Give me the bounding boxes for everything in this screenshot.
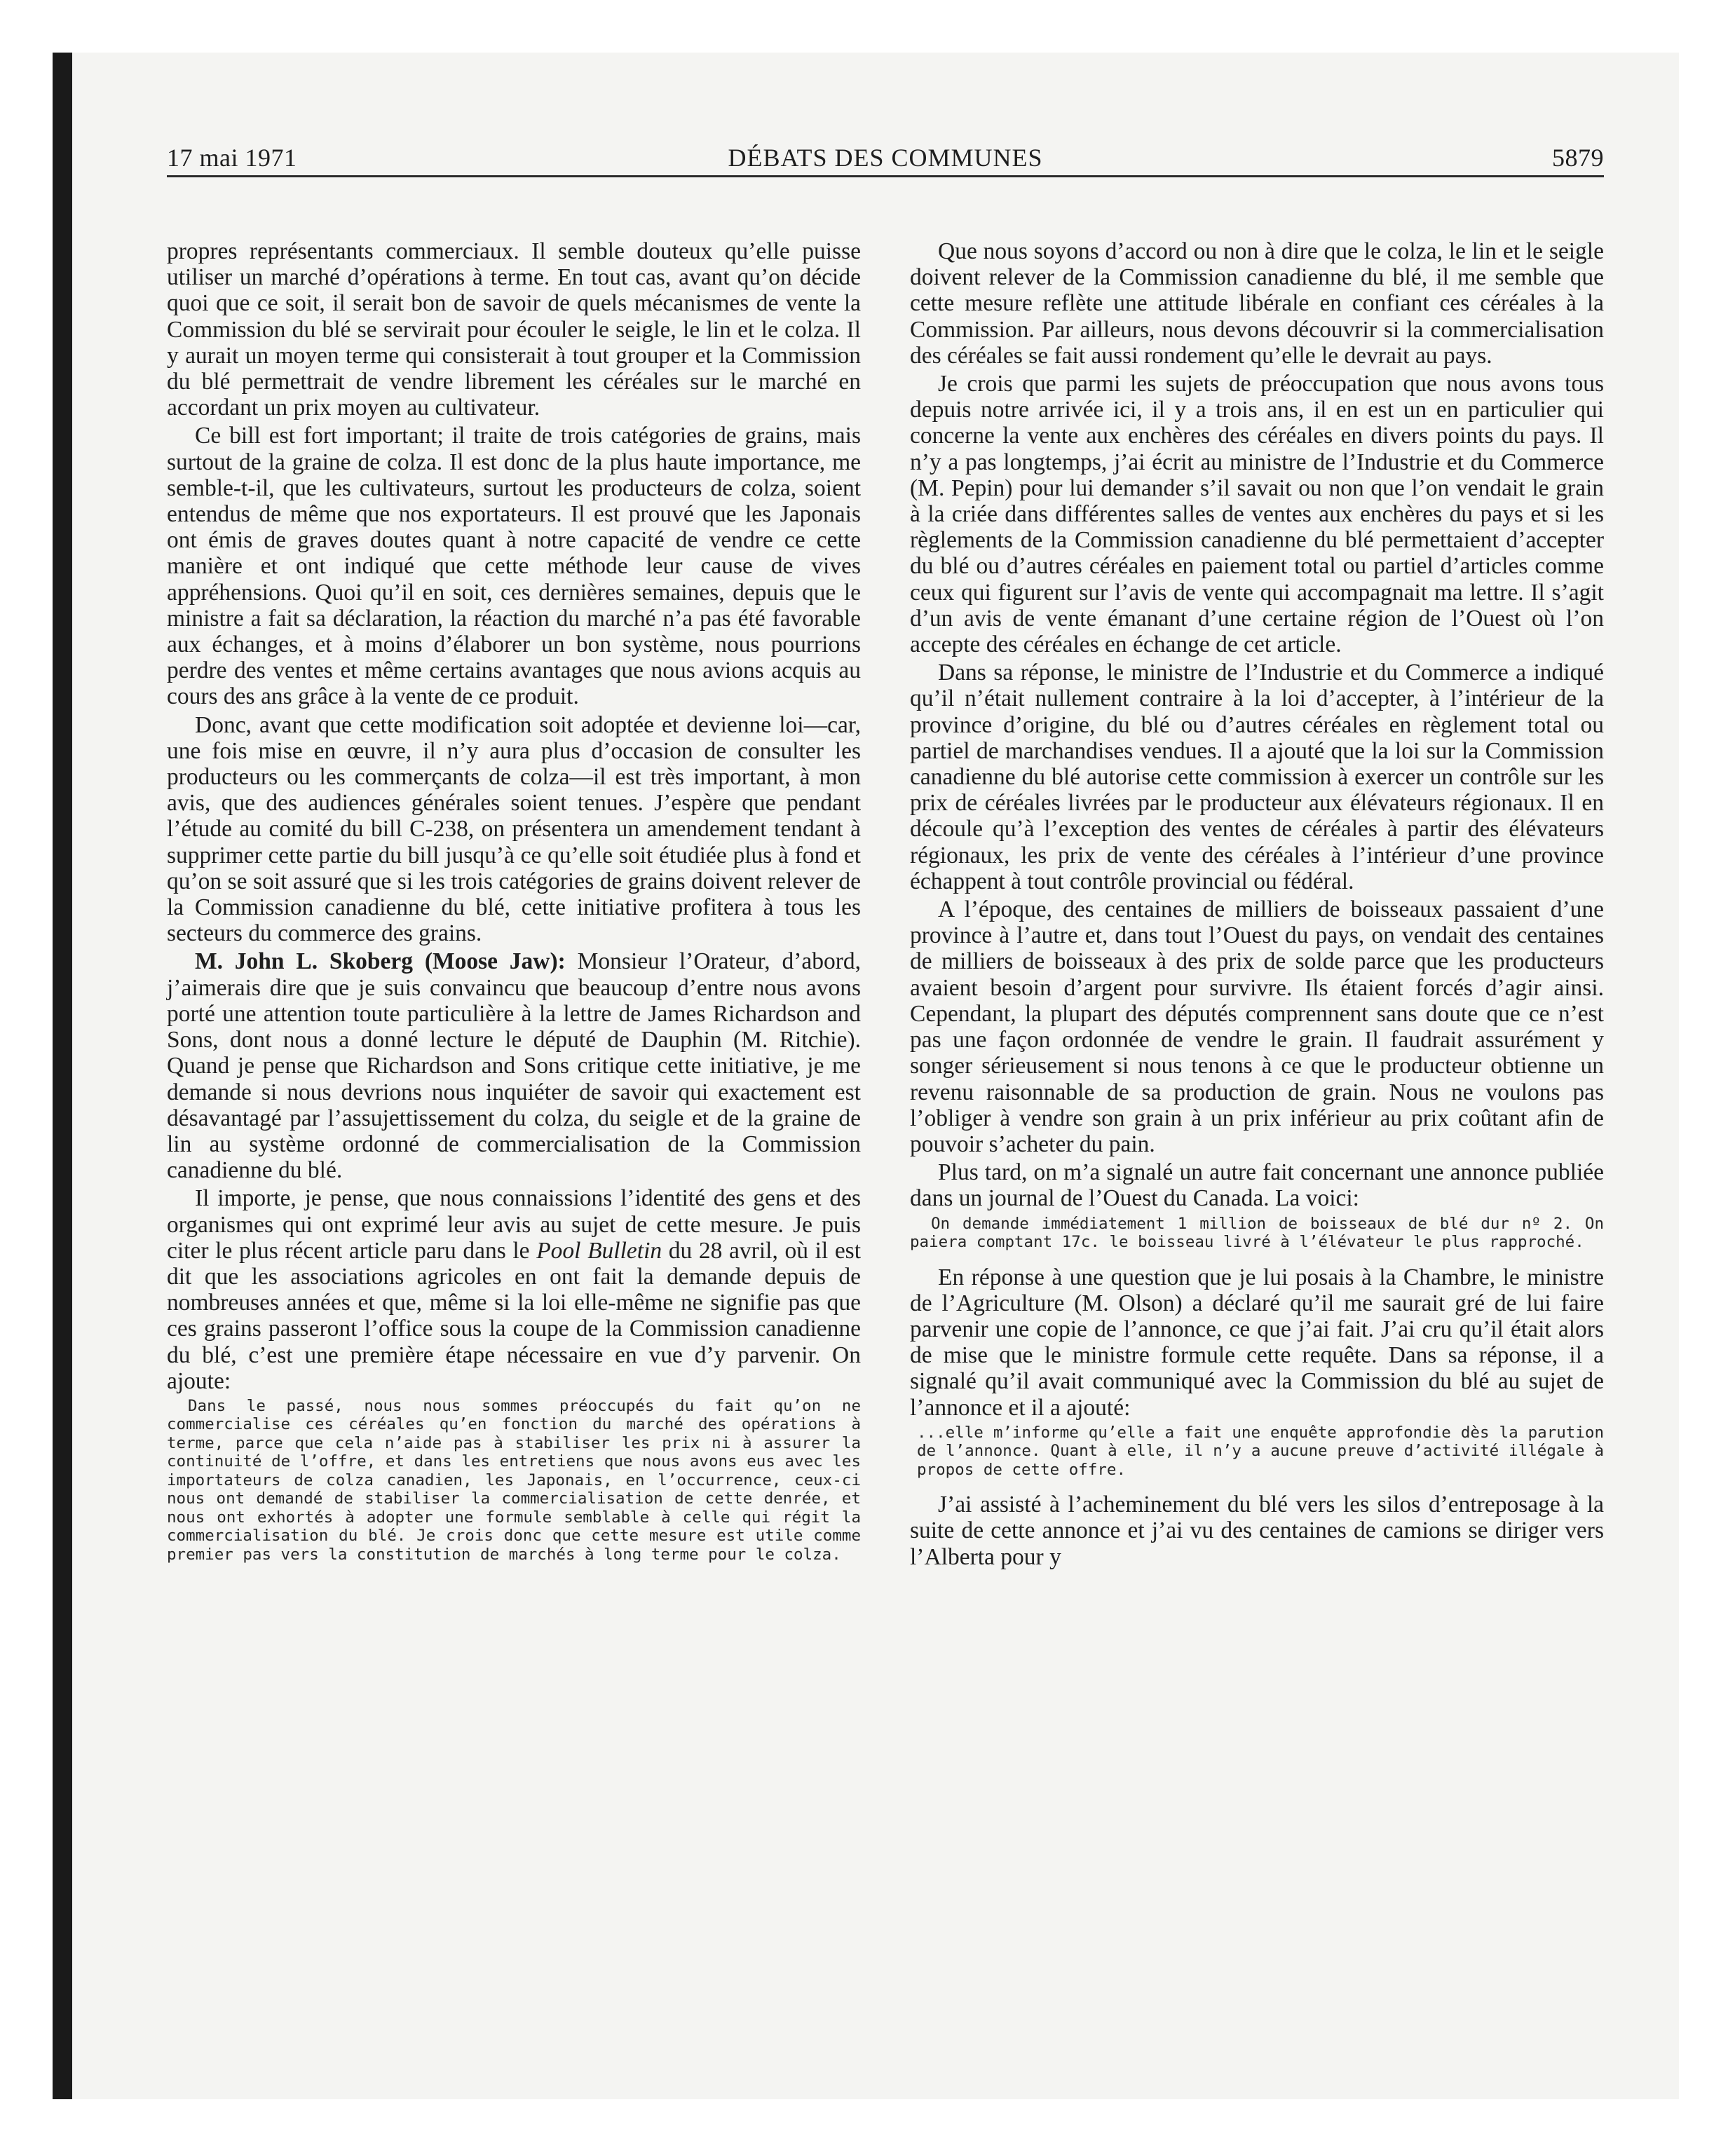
page-header	[167, 140, 1604, 177]
speech-text: Monsieur l’Orateur, d’abord, j’aimerais dire que je suis convaincu que beaucoup d’entre nous avons porté une attention toute particulière à la lettre de James Richardson and Sons, dont nous a donné lecture le député de Dauphin (M. Ritchie). Quand je pense que Richardson and Sons critique cette initiative, je me demande si nous devrions nous inquiéter de savoir qui exactement est désavantagé par l’assujettissement du colza, du seigle et de la graine de lin au système ordonné de commercialisation de la Commission canadienne du blé.	[167, 948, 862, 1184]
paragraph: Je crois que parmi les sujets de préoccupation que nous avons tous depuis notre arrivée ici, il y a trois ans, il en est un en particulier qui concerne la vente aux enchères des céréales en divers points du pays. Il n’y a pas longtemps, j’ai écrit au ministre de l’Industrie et du Commerce (M. Pepin) pour lui demander s’il savait ou non que l’on vendait le grain à la criée dans différentes salles de ventes aux enchères du pays et si les règlements de la Commission canadienne du blé permettaient d’accepter du blé ou d’autres céréales en paiement total ou partiel d’articles comme ceux qui figurent sur l’avis de vente qui accompagnait ma lettre. Il s’agit d’un avis de vente émanant d’une certaine région de l’Ouest où l’on accepte des céréales en échange de cet article.	[910, 371, 1604, 658]
publication-title: Pool Bulletin	[536, 1237, 662, 1264]
block-quote: On demande immédiatement 1 million de boisseaux de blé dur nº 2. On paiera comptant 17c. le boisseau livré à l’élévateur le plus rapproché.	[910, 1214, 1604, 1252]
block-quote: ...elle m’informe qu’elle a fait une enquête approfondie dès la parution de l’annonce. Quant à elle, il n’y a aucune preuve d’activité illégale à propos de cette offre.	[917, 1423, 1604, 1479]
paragraph: Que nous soyons d’accord ou non à dire que le colza, le lin et le seigle doivent relever de la Commission canadienne du blé, il me semble que cette mesure reflète une attitude libérale en confiant ces céréales à la Commission. Par ailleurs, nous devons découvrir si la commercialisation des céréales se fait aussi rondement qu’elle le devrait au pays.	[910, 238, 1604, 369]
paragraph: En réponse à une question que je lui posais à la Chambre, le ministre de l’Agriculture (M. Olson) a déclaré qu’il me saurait gré de lui faire parvenir une copie de l’annonce, ce que j’ai fait. J’ai cru qu’il était alors de mise que le ministre formule cette requête. Dans sa réponse, il a signalé qu’il avait communiqué avec la Commission du blé au sujet de l’annonce et il a ajouté:	[910, 1264, 1604, 1421]
right-column	[910, 238, 1604, 1572]
paragraph: Donc, avant que cette modification soit adoptée et devienne loi—car, une fois mise en œuvre, il n’y aura plus d’occasion de consulter les producteurs ou les commerçants de colza—il est très important, à mon avis, que des audiences générales soient tenues. J’espère que pendant l’étude au comité du bill C-238, on présentera un amendement tendant à supprimer cette partie du bill jusqu’à ce qu’elle soit étudiée plus à fond et qu’on se soit assuré que si les trois catégories de grains doivent relever de la Commission canadienne du blé, cette initiative profitera à tous les secteurs du commerce des grains.	[167, 711, 861, 947]
paragraph	[167, 1185, 861, 1394]
header-page-number: 5879	[1552, 144, 1604, 172]
paragraph-text: Il importe, je pense, que nous connaissions l’identité des gens et des organismes qui ont exprimé leur avis au sujet de cette mesure. Je puis citer le plus récent article paru dans le	[167, 1185, 861, 1264]
paragraph: Ce bill est fort important; il traite de trois catégories de grains, mais surtout de la graine de colza. Il est donc de la plus haute importance, me semble-t-il, que les cultivateurs, surtout les producteurs de colza, soient entendus de même que nos exportateurs. Il est prouvé que les Japonais ont émis de graves doutes quant à notre capacité de vendre ce cette manière et ont indiqué que cette méthode leur cause de vives appréhensions. Quoi qu’il en soit, ces dernières semaines, depuis que le ministre a fait sa déclaration, la réaction du marché n’a pas été favorable aux échanges, et à moins d’élaborer un bon système, nous pourrions perdre des ventes et même certains avantages que nous avions acquis au cours des ans grâce à la vente de ce produit.	[167, 423, 861, 710]
paragraph: Plus tard, on m’a signalé un autre fait concernant une annonce publiée dans un journal de l’Ouest du Canada. La voici:	[910, 1159, 1604, 1212]
paragraph-text: du 28 avril, où il est dit que les associations agricoles en ont fait la demande depuis de nombreuses années et que, même si la loi elle-même ne signifie pas que ces grains passeront l’office sous la coupe de la Commission canadienne du blé, c’est une première étape nécessaire en vue d’y parvenir. On ajoute:	[167, 1237, 862, 1394]
paragraph: J’ai assisté à l’acheminement du blé vers les silos d’entreposage à la suite de cette annonce et j’ai vu des centaines de camions se diriger vers l’Alberta pour y	[910, 1492, 1604, 1570]
speaker-name: M. John L. Skoberg (Moose Jaw):	[195, 948, 566, 975]
paragraph: A l’époque, des centaines de milliers de boisseaux passaient d’une province à l’autre et, dans tout l’Ouest du pays, on vendait des centaines de milliers de boisseaux à des prix de solde parce que les producteurs avaient besoin d’argent pour survivre. Ils étaient forcés d’agir ainsi. Cependant, la plupart des députés comprennent sans doute que ce n’est pas une façon ordonnée de vendre le grain. Il faudrait assurément y songer sérieusement si nous tenons à ce que le producteur obtienne un revenu raisonnable de sa production de grain. Nous ne voulons pas l’obliger à vendre son grain à un prix inférieur au prix coûtant afin de pouvoir s’acheter du pain.	[910, 896, 1604, 1157]
block-quote: Dans le passé, nous nous sommes préoccupés du fait qu’on ne commercialise ces céréales qu’en fonction du marché des opérations à terme, parce que cela n’aide pas à stabiliser les prix ni à assurer la continuité de l’offre, et dans les entretiens que nous avons eus avec les importateurs de colza canadien, les Japonais, en l’occurrence, ceux-ci nous ont demandé de stabiliser la commercialisation de cette denrée, et nous ont exhortés à adopter une formule semblable à celle qui régit la commercialisation du blé. Je crois donc que cette mesure est utile comme premier pas vers la constitution de marchés à long terme pour le colza.	[167, 1396, 861, 1564]
paragraph: propres représentants commerciaux. Il semble douteux qu’elle puisse utiliser un marché d’opérations à terme. En tout cas, avant qu’on décide quoi que ce soit, il serait bon de savoir de quels mécanismes de vente la Commission du blé se servirait pour écouler le seigle, le lin et le colza. Il y aurait un moyen terme qui consisterait à tout grouper et la Commission du blé permettrait de vendre librement les céréales sur le marché en accordant un prix moyen au cultivateur.	[167, 238, 861, 421]
left-column	[167, 238, 861, 1576]
header-date: 17 mai 1971	[167, 144, 297, 172]
header-title: DÉBATS DES COMMUNES	[728, 144, 1043, 172]
binding-edge	[53, 53, 72, 2099]
speaker-paragraph	[167, 948, 861, 1183]
paragraph: Dans sa réponse, le ministre de l’Industrie et du Commerce a indiqué qu’il n’était nullement contraire à la loi d’accepter, à l’intérieur de la province d’origine, du blé ou d’autres céréales en règlement total ou partiel de marchandises vendues. Il a ajouté que la loi sur la Commission canadienne du blé autorise cette commission à exercer un contrôle sur les prix de céréales livrées par le producteur aux élévateurs régionaux. Il en découle qu’à l’exception des ventes de céréales à partir des élévateurs régionaux, les prix de vente des céréales à l’intérieur d’une province échappent à tout contrôle provincial ou fédéral.	[910, 660, 1604, 894]
